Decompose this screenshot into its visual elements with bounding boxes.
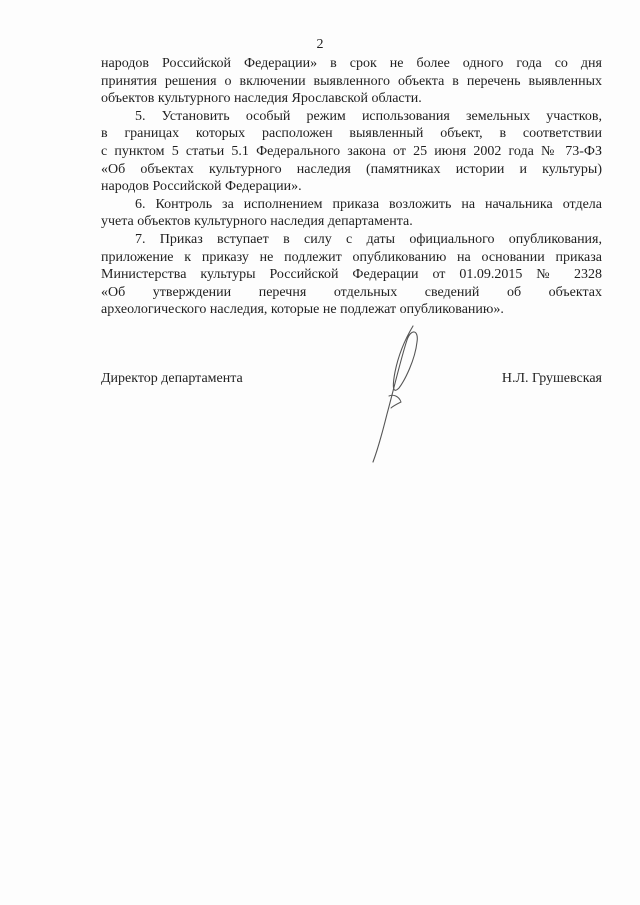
page-number: 2 [316, 37, 324, 52]
signer-name: Н.Л. Грушевская [501, 371, 602, 386]
text-line: народов Российской Федерации» в срок не более одного года со дня [101, 56, 602, 71]
text-line: «Об объектах культурного наследия (памятниках истории и культуры) [101, 161, 602, 177]
paragraph-7-start: 7. Приказ вступает в силу с даты официального опубликования, [135, 231, 602, 247]
text-line: принятия решения о включении выявленного объекта в перечень выявленных [101, 73, 602, 89]
text-line: «Об утверждении перечня отдельных сведений об объектах [101, 284, 602, 300]
text-line: Министерства культуры Российской Федерации от 01.09.2015 № 2328 [101, 267, 602, 283]
handwritten-signature [355, 322, 435, 467]
text-line: археологического наследия, которые не подлежат опубликованию». [101, 302, 504, 318]
text-line: в границах которых расположен выявленный объект, в соответствии [101, 126, 602, 142]
signer-title: Директор департамента [101, 371, 243, 386]
paragraph-5-start: 5. Установить особый режим использования земельных участков, [135, 108, 602, 124]
text-line: приложение к приказу не подлежит опубликованию на основании приказа [101, 249, 602, 265]
paragraph-6-start: 6. Контроль за исполнением приказа возложить на начальника отдела [135, 196, 602, 212]
signature-block [101, 371, 602, 389]
document-body [101, 55, 602, 319]
text-line: учета объектов культурного наследия департамента. [101, 214, 413, 230]
text-line: с пунктом 5 статьи 5.1 Федерального закона от 25 июня 2002 года № 73-ФЗ [101, 143, 602, 159]
text-line: объектов культурного наследия Ярославской области. [101, 91, 422, 107]
text-line: народов Российской Федерации». [101, 179, 302, 195]
